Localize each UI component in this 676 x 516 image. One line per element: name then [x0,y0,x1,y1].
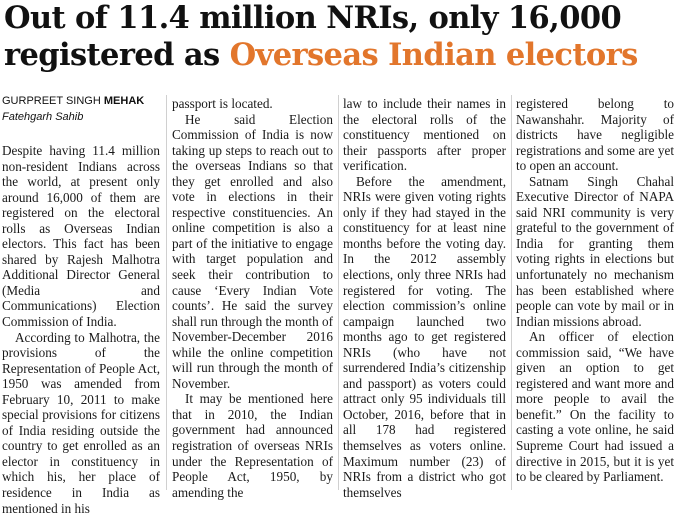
paragraph: Despite having 11.4 million non-resident Indians across the world, at present only around 16,000 of them are registered on the electoral rolls as Overseas Indian electors. This fact has been shared by Rajesh Malhotra Additional Director General (Media and Communications) Election Commission of India. [2,143,160,330]
paragraph: According to Malhotra, the provisions of the Representation of People Act, 1950 was amended from February 10, 2011 to make special provisions for citizens of India residing outside the country to get enrolled as an elector in constituency in which his, her place of residence in India as mentioned in his [2,329,160,516]
headline-accent-text: Overseas Indian electors [229,37,638,73]
paragraph: Before the amendment, NRIs were given voting rights only if they had stayed in the constituency for at least nine months before the voting day. In the 2012 assembly elections, only three NRIs had registered for voting. The election commission’s online campaign launched two months ago to get registered NRIs (who have not surrendered India’s citizenship and passport) as voters could attract only 95 individuals till October, 2016, before that in all 178 had registered themselves as voters online. Maximum number (23) of NRIs from a district who got themselves [343,173,506,500]
article-column-2 [172,96,333,500]
article-column-3 [343,96,506,500]
column-divider [166,95,167,490]
byline-dateline: Fatehgarh Sahib [2,111,84,123]
byline-author-last: MEHAK [103,95,145,107]
headline-line-2-prefix: registered as [4,37,230,73]
paragraph: He said Election Commission of India is now taking up steps to reach out to the overseas Indians so that they get enrolled and also vote in elections in their respective constituencies. An online competition is also a part of the initiative to engage with target population and seek their contribution to cause ‘Every Indian Vote counts’. He said the survey shall run through the month of November-December 2016 while the online competition will run through the month of November. [172,111,333,391]
paragraph: It may be mentioned here that in 2010, the Indian government had announced registration of overseas NRIs under the Representation of People Act, 1950, by amending the [172,391,333,500]
column-divider [338,95,339,490]
paragraph: passport is located. [172,96,273,111]
headline-line-2 [4,37,676,74]
paragraph: Satnam Singh Chahal Executive Director of NAPA said NRI community is very grateful to the government of India for granting them voting rights in elections but unfortunately no mechanism has been established where people can vote by mail or in Indian missions abroad. [516,173,674,329]
paragraph: An officer of election commission said, “We have given an option to get registered and want more and more people to avail the benefit.” On the facility to casting a vote online, he said Supreme Court had issued a directive in 2015, but it is yet to be cleared by Parliament. [516,329,674,485]
byline-author [2,95,144,108]
article-column-1 [2,143,160,516]
paragraph: registered belong to Nawanshahr. Majority of districts have negligible registrations and some are yet to open an account. [516,96,674,174]
headline [4,0,676,74]
paragraph: law to include their names in the electoral rolls of the constituency mentioned on their passports after proper verification. [343,96,506,174]
byline-author-first: GURPREET SINGH [2,95,101,107]
article-column-4 [516,96,674,490]
column-divider [511,95,512,490]
headline-line-1: Out of 11.4 million NRIs, only 16,000 [4,0,622,36]
